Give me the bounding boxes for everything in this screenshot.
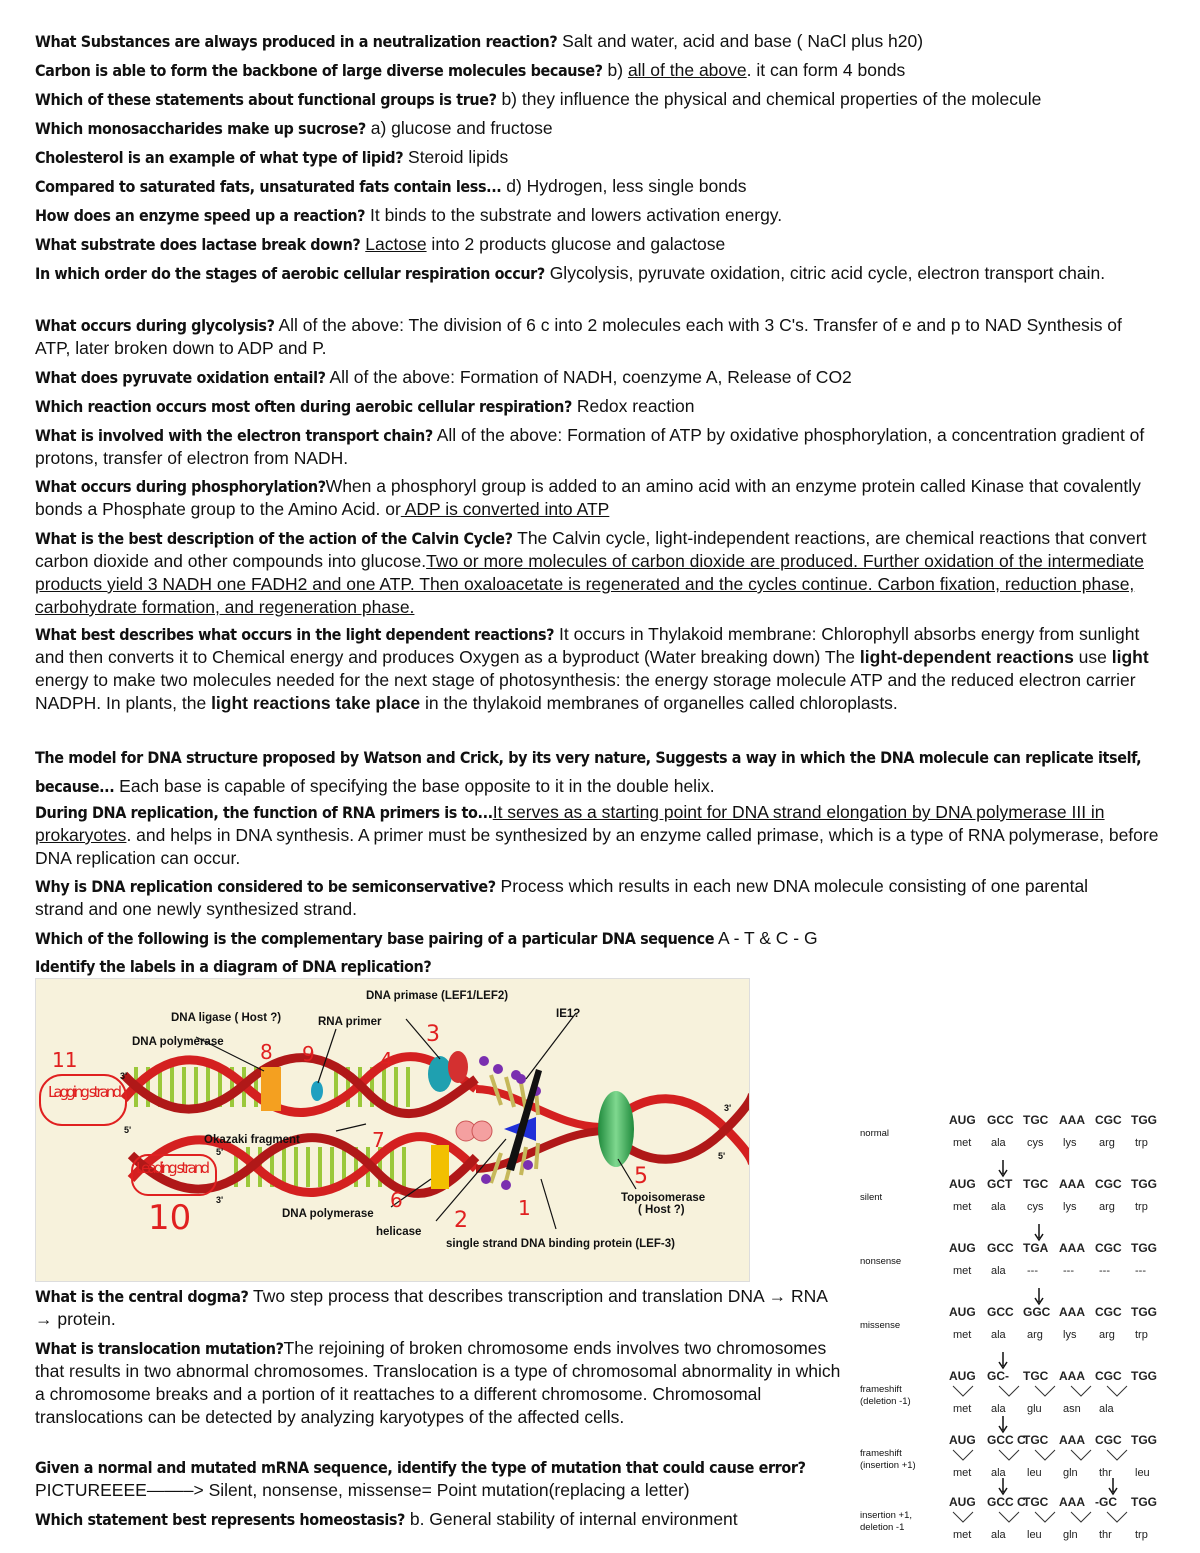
qa-item xyxy=(35,233,1175,256)
question: Which of the following is the complementary base pairing of a particular DNA sequence xyxy=(35,929,715,948)
qa-item xyxy=(35,955,1175,978)
question: What does pyruvate oxidation entail? xyxy=(35,368,326,387)
answer: b) xyxy=(602,60,628,80)
qa-item xyxy=(35,395,1175,418)
amino-acid: cys xyxy=(1027,1201,1044,1213)
codon: TGC xyxy=(1023,1433,1049,1447)
question: How does an enzyme speed up a reaction? xyxy=(35,206,366,225)
amino-acid: ala xyxy=(991,1201,1006,1213)
codon: TGG xyxy=(1131,1433,1157,1447)
mutation-row-label: normal xyxy=(860,1128,890,1139)
codon: TGG xyxy=(1131,1177,1157,1191)
question: Cholesterol is an example of what type of lipid? xyxy=(35,148,404,167)
question: What occurs during phosphorylation? xyxy=(35,477,326,496)
amino-acid: leu xyxy=(1135,1467,1150,1479)
amino-acid: ala xyxy=(991,1529,1006,1541)
answer: Each base is capable of specifying the base opposite to it in the double helix. xyxy=(114,776,715,796)
codon: AUG xyxy=(949,1495,976,1509)
question: What best describes what occurs in the light dependent reactions? xyxy=(35,625,555,644)
hand-1: 1 xyxy=(518,1196,531,1220)
qa-item xyxy=(35,623,1160,715)
amino-acid: trp xyxy=(1135,1137,1148,1149)
hand-8: 8 xyxy=(260,1040,273,1064)
answer: b. General stability of internal environment xyxy=(404,1509,738,1529)
answer-underlined: all of the above xyxy=(627,60,747,80)
amino-acid: trp xyxy=(1135,1329,1148,1341)
answer: All of the above: Formation of NADH, coenzyme A, Release of CO2 xyxy=(325,367,852,387)
hand-3: 3 xyxy=(426,1022,440,1047)
answer-underlined: Lactose xyxy=(365,234,427,254)
answer: PICTUREEEE—–––> Silent, nonsense, missense= Point mutation(replacing a letter) xyxy=(35,1480,690,1500)
mutation-arrow-icon xyxy=(1035,1224,1043,1240)
dna-diagram-svg xyxy=(36,979,749,1281)
amino-acid: met xyxy=(953,1265,972,1277)
codon: GCT xyxy=(987,1177,1013,1191)
qa-item xyxy=(35,117,1175,140)
amino-acid: asn xyxy=(1063,1403,1081,1415)
codon: AAA xyxy=(1059,1305,1085,1319)
label-helicase: helicase xyxy=(376,1226,422,1238)
qa-item xyxy=(35,1508,847,1531)
primase-ball xyxy=(472,1121,492,1141)
qa-item xyxy=(35,366,1175,389)
answer: into 2 products glucose and galactose xyxy=(426,234,726,254)
amino-acid: trp xyxy=(1135,1529,1148,1541)
label-5prime: 5' xyxy=(718,1151,726,1161)
answer-bold: light reactions take place xyxy=(211,693,421,713)
codon: CGC xyxy=(1095,1241,1122,1255)
amino-acid: arg xyxy=(1099,1201,1115,1213)
qa-item xyxy=(35,527,1150,619)
amino-acid: leu xyxy=(1027,1467,1042,1479)
ligase-shape xyxy=(311,1081,323,1101)
answer-bold: light-dependent reactions xyxy=(859,647,1074,667)
amino-acid: --- xyxy=(1099,1265,1110,1277)
answer: It occurs in Thylakoid membrane: Chlorophyll absorbs energy from sunlight and then converts it to Chemical energy and produces Oxygen as a byproduct (Water breaking down) The xyxy=(35,624,1140,667)
amino-acid: leu xyxy=(1027,1529,1042,1541)
amino-acid: ala xyxy=(1099,1403,1114,1415)
label-okazaki: Okazaki fragment xyxy=(204,1134,300,1146)
question: What occurs during glycolysis? xyxy=(35,316,275,335)
codon: AUG xyxy=(949,1113,976,1127)
mutation-arrow-icon xyxy=(999,1160,1007,1176)
answer: All of the above: Formation of ATP by oxidative phosphorylation, a concentration gradient of protons, transfer of electron from NADH. xyxy=(35,425,1145,468)
hand-11: 11 xyxy=(52,1048,78,1072)
amino-acid: arg xyxy=(1099,1137,1115,1149)
qa-item xyxy=(35,262,1155,285)
answer: Two step process that describes transcription and translation DNA → RNA → protein. xyxy=(35,1286,827,1329)
codon: CGC xyxy=(1095,1433,1122,1447)
question: Which reaction occurs most often during aerobic cellular respiration? xyxy=(35,397,572,416)
codon: AAA xyxy=(1059,1369,1085,1383)
answer: b) they influence the physical and chemical properties of the molecule xyxy=(496,89,1042,109)
qa-item xyxy=(35,88,1175,111)
mutation-row-label: frameshift xyxy=(860,1384,902,1395)
answer: All of the above: The division of 6 c into 2 molecules each with 3 C's. Transfer of e and p to NAD Synthesis of ATP, later broken down to ADP and P. xyxy=(35,315,1122,358)
qa-item xyxy=(35,801,1160,870)
codon: GCC C xyxy=(987,1433,1026,1447)
codon: CGC xyxy=(1095,1113,1122,1127)
mutation-row-label: missense xyxy=(860,1320,901,1331)
codon: AUG xyxy=(949,1369,976,1383)
mutation-row-sublabel: (deletion -1) xyxy=(860,1396,911,1407)
mutation-arrow-icon xyxy=(1035,1288,1043,1304)
answer: The rejoining of broken chromosome ends involves two chromosomes that results in two abnormal chromosomes. Translocation is a type of chromosomal abnormality in which a chromosome breaks and a portion of it reattaches to a different chromosome. Chromosomal translocations can be detected by analyzing karyotypes of the affected cells. xyxy=(35,1338,841,1427)
reading-frame-brackets xyxy=(953,1512,1127,1522)
amino-acid: gln xyxy=(1063,1529,1078,1541)
amino-acid: ala xyxy=(991,1265,1006,1277)
qa-item xyxy=(35,424,1155,470)
label-rna-primer: RNA primer xyxy=(318,1016,382,1028)
hand-4: 4 xyxy=(380,1048,393,1072)
qa-item xyxy=(35,743,1145,801)
question: What is involved with the electron transport chain? xyxy=(35,426,433,445)
qa-item xyxy=(35,314,1135,360)
question: Compared to saturated fats, unsaturated fats contain less... xyxy=(35,177,502,196)
question: Carbon is able to form the backbone of large diverse molecules because? xyxy=(35,61,603,80)
primer-protein xyxy=(448,1051,468,1083)
amino-acid: --- xyxy=(1135,1265,1146,1277)
hand-10: 10 xyxy=(148,1198,192,1238)
question: What is the best description of the action of the Calvin Cycle? xyxy=(35,529,513,548)
hand-leading: Leading strand xyxy=(136,1159,210,1177)
question: Which of these statements about functional groups is true? xyxy=(35,90,497,109)
mutation-row-sublabel: (insertion +1) xyxy=(860,1460,916,1471)
codon: AAA xyxy=(1059,1177,1085,1191)
codon: AAA xyxy=(1059,1241,1085,1255)
amino-acid: lys xyxy=(1063,1329,1077,1341)
answer-underlined: It serves as a starting point for DNA strand elongation by DNA polymerase III in prokaryotes xyxy=(35,802,1105,845)
question: Which monosaccharides make up sucrose? xyxy=(35,119,366,138)
handwritten-annotations xyxy=(40,1022,648,1238)
codon: AUG xyxy=(949,1433,976,1447)
hand-5: 5 xyxy=(634,1164,648,1189)
answer: d) Hydrogen, less single bonds xyxy=(501,176,747,196)
qa-item xyxy=(35,175,1175,198)
amino-acid: glu xyxy=(1027,1403,1042,1415)
answer: Process which results in each new DNA molecule consisting of one parental strand and one newly synthesized strand. xyxy=(35,876,1089,919)
label-polymerase-top: DNA polymerase xyxy=(132,1036,224,1048)
answer: in the thylakoid membranes of organelles called chloroplasts. xyxy=(420,693,898,713)
question: Identify the labels in a diagram of DNA replication? xyxy=(35,957,432,976)
qa-item xyxy=(35,1456,847,1502)
qa-item xyxy=(35,204,1175,227)
question: What is translocation mutation? xyxy=(35,1339,284,1358)
amino-acid: lys xyxy=(1063,1201,1077,1213)
mutation-row-label: insertion +1, xyxy=(860,1510,913,1521)
label-5prime: 5' xyxy=(124,1125,132,1135)
label-3prime: 3' xyxy=(724,1103,732,1113)
answer: energy to make two molecules needed for the next stage of photosynthesis: the energy storage molecule ATP and the reduced electron carrier NADPH. In plants, the xyxy=(35,670,1136,713)
label-5prime: 5' xyxy=(216,1147,224,1157)
qa-item xyxy=(35,1285,845,1331)
answer: Redox reaction xyxy=(571,396,695,416)
qa-item xyxy=(35,146,1175,169)
label-ligase: DNA ligase ( Host ?) xyxy=(171,1012,282,1024)
answer: Glycolysis, pyruvate oxidation, citric acid cycle, electron transport chain. xyxy=(544,263,1106,283)
label-topoisomerase: Topoisomerase xyxy=(621,1192,706,1204)
codon: TGG xyxy=(1131,1241,1157,1255)
hand-9: 9 xyxy=(302,1042,315,1066)
codon: GCC xyxy=(987,1305,1014,1319)
question: What is the central dogma? xyxy=(35,1287,249,1306)
codon: TGA xyxy=(1023,1241,1049,1255)
codon: GGC xyxy=(1023,1305,1051,1319)
codon: AAA xyxy=(1059,1433,1085,1447)
qa-item xyxy=(35,875,1115,921)
codon: GCC xyxy=(987,1241,1014,1255)
question: Why is DNA replication considered to be semiconservative? xyxy=(35,877,496,896)
answer: . it can form 4 bonds xyxy=(746,60,906,80)
mutation-row-label: nonsense xyxy=(860,1256,902,1267)
mutation-arrow-icon xyxy=(1109,1478,1117,1494)
codon: CGC xyxy=(1095,1369,1122,1383)
codon: AUG xyxy=(949,1241,976,1255)
dna-replication-diagram xyxy=(35,978,750,1282)
hand-7: 7 xyxy=(372,1128,385,1152)
question: What Substances are always produced in a neutralization reaction? xyxy=(35,32,558,51)
question: The model for DNA structure proposed by Watson and Crick, by its very nature, Suggests a way in which the DNA molecule can replicate itself, because... xyxy=(35,748,1142,796)
qa-item xyxy=(35,1337,847,1429)
codon: GCC xyxy=(987,1113,1014,1127)
codon: GCC C xyxy=(987,1495,1026,1509)
amino-acid: met xyxy=(953,1137,972,1149)
amino-acid: thr xyxy=(1099,1467,1112,1479)
answer: Steroid lipids xyxy=(403,147,509,167)
qa-item xyxy=(35,475,1160,521)
codon: CGC xyxy=(1095,1305,1122,1319)
codon: TGG xyxy=(1131,1495,1157,1509)
answer: A - T & C - G xyxy=(714,928,818,948)
label-ie1: IE1? xyxy=(556,1008,581,1020)
mutation-types-diagram xyxy=(855,1108,1175,1548)
qa-item xyxy=(35,30,1175,53)
question: During DNA replication, the function of RNA primers is to... xyxy=(35,803,493,822)
label-3prime: 3' xyxy=(120,1071,128,1081)
amino-acid: met xyxy=(953,1529,972,1541)
label-3prime: 3' xyxy=(216,1195,224,1205)
amino-acid: lys xyxy=(1063,1137,1077,1149)
answer: use xyxy=(1073,647,1112,667)
answer-underlined: ADP is converted into ATP xyxy=(400,499,610,519)
reading-frame-brackets xyxy=(953,1450,1127,1460)
qa-item xyxy=(35,927,1175,950)
codon: GC- xyxy=(987,1369,1009,1383)
label-polymerase-bottom: DNA polymerase xyxy=(282,1208,374,1220)
amino-acid: met xyxy=(953,1403,972,1415)
codon: TGC xyxy=(1023,1113,1049,1127)
label-ssb: single strand DNA binding protein (LEF-3) xyxy=(446,1238,675,1250)
question: In which order do the stages of aerobic cellular respiration occur? xyxy=(35,264,545,283)
codon: CGC xyxy=(1095,1177,1122,1191)
amino-acid: gln xyxy=(1063,1467,1078,1479)
codon: TGC xyxy=(1023,1495,1049,1509)
amino-acid: ala xyxy=(991,1329,1006,1341)
mutation-row-sublabel: deletion -1 xyxy=(860,1522,905,1533)
hand-2: 2 xyxy=(454,1208,468,1233)
codon: AUG xyxy=(949,1305,976,1319)
amino-acid: met xyxy=(953,1467,972,1479)
amino-acid: cys xyxy=(1027,1137,1044,1149)
reading-frame-brackets xyxy=(953,1386,1127,1396)
hand-lagging: Lagging strand xyxy=(48,1083,122,1101)
mutation-row-label: silent xyxy=(860,1192,883,1203)
codon: TGG xyxy=(1131,1305,1157,1319)
answer-bold: light xyxy=(1111,647,1149,667)
primer-protein xyxy=(428,1056,452,1092)
codon: AUG xyxy=(949,1177,976,1191)
amino-acid: thr xyxy=(1099,1529,1112,1541)
amino-acid: met xyxy=(953,1329,972,1341)
codon: TGC xyxy=(1023,1177,1049,1191)
answer-underlined: Two or more molecules of carbon dioxide are produced. Further oxidation of the intermediate products yield 3 NADH one FADH2 and one ATP. Then oxaloacetate is regenerated and the cycles continue. Carbon fixation, reduction phase, carbohydrate formation, and regeneration phase. xyxy=(35,551,1144,617)
amino-acid: arg xyxy=(1027,1329,1043,1341)
answer: When a phosphoryl group is added to an amino acid with an enzyme protein called Kinase that covalently bonds a Phosphate group to the Amino Acid. or xyxy=(35,476,1141,519)
codon: -GC xyxy=(1095,1495,1117,1509)
upper-helix xyxy=(124,1057,476,1114)
answer: . and helps in DNA synthesis. A primer must be synthesized by an enzyme called primase, which is a type of RNA polymerase, before DNA replication can occur. xyxy=(35,825,1159,868)
mutation-arrow-icon xyxy=(999,1416,1007,1432)
polymerase-top-shape xyxy=(261,1067,281,1111)
codon: AAA xyxy=(1059,1495,1085,1509)
answer: It binds to the substrate and lowers activation energy. xyxy=(365,205,783,225)
amino-acid: --- xyxy=(1027,1265,1038,1277)
topoisomerase-shape xyxy=(598,1091,634,1167)
question: Given a normal and mutated mRNA sequence, identify the type of mutation that could cause error? xyxy=(35,1458,806,1477)
answer: a) glucose and fructose xyxy=(365,118,553,138)
question: Which statement best represents homeostasis? xyxy=(35,1510,405,1529)
answer: Salt and water, acid and base ( NaCl plus h20) xyxy=(557,31,924,51)
amino-acid: arg xyxy=(1099,1329,1115,1341)
qa-item xyxy=(35,59,1175,82)
amino-acid: met xyxy=(953,1201,972,1213)
mutation-svg xyxy=(855,1108,1175,1548)
codon: AAA xyxy=(1059,1113,1085,1127)
answer: The Calvin cycle, light-independent reactions, are chemical reactions that convert carbon dioxide and other compounds into glucose. xyxy=(35,528,1147,571)
hand-6: 6 xyxy=(390,1188,403,1212)
amino-acid: ala xyxy=(991,1137,1006,1149)
amino-acid: ala xyxy=(991,1403,1006,1415)
polymerase-bottom-shape xyxy=(431,1145,449,1189)
codon: TGC xyxy=(1023,1369,1049,1383)
mutation-arrow-icon xyxy=(999,1352,1007,1368)
amino-acid: ala xyxy=(991,1467,1006,1479)
codon: TGG xyxy=(1131,1369,1157,1383)
mutation-arrow-icon xyxy=(999,1478,1007,1494)
codon: TGG xyxy=(1131,1113,1157,1127)
label-topo-host: ( Host ?) xyxy=(638,1204,685,1216)
mutation-row-label: frameshift xyxy=(860,1448,902,1459)
question: What substrate does lactase break down? xyxy=(35,235,361,254)
amino-acid: --- xyxy=(1063,1265,1074,1277)
label-primase: DNA primase (LEF1/LEF2) xyxy=(366,990,509,1002)
amino-acid: trp xyxy=(1135,1201,1148,1213)
